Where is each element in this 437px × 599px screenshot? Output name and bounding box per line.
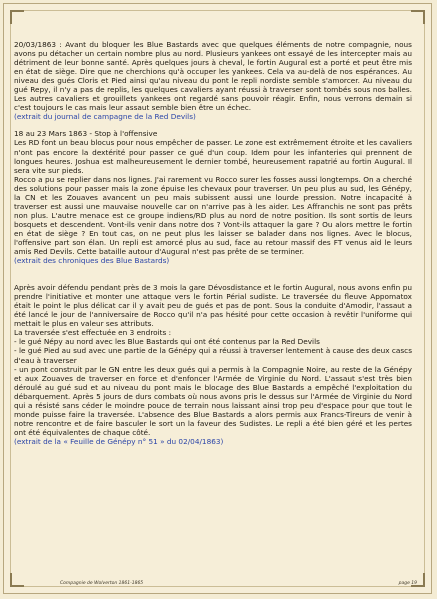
frame-corner-ornament [10, 10, 24, 24]
section-2-source-link[interactable]: (extrait des chroniques des Blue Bastards) [14, 256, 170, 266]
section-1-source-link[interactable]: (extrait du journal de campagne de la Red Devils) [14, 112, 196, 122]
frame-corner-ornament [10, 573, 24, 587]
section-3-text: Après avoir défendu pendant près de 3 mois la gare Dévosdistance et le fortin Augural, nous avons enfin pu prendre l'initiative et monter une attaque vers le fortin Périal sudiste. Le traversée du fleuve Appomatox était le point le plus délicat car il y avait peu de gués et pas de pont. Sous la conduite d'Amodir, l'assaut a été lancé le jour de l'anniversaire de Rocco qu'il n'a pas hésité pour cette occasion à revêtir l'uniforme qui mettait le plus en valeur ses attributs. La traversée s'est effectuée en 3 endroits : - le gué Népy au nord avec les Blue Bastards qui ont été contenus par la Red Devils - le gué Pied au sud avec une partie de la Génépy qui a réussi à traverser lentement à cause des deux cascs d'eau à traverser - un pont construit par le GN entre les deux gués qui a permis à la Compagnie Noire, au reste de la Génépy et aux Zouaves de traverser en force et d'enfoncer l'Armée de Virginie du Nord. L'assaut s'est très bien déroulé au gué sud et au niveau du pont mais le blocage des Blue Bastards a empêché l'exploitation du débarquement. Après 5 jours de durs combats où nous avons pris le dessus sur l'Armée de Virginie du Nord qui a résisté sans céder le moindre pouce de terrain nous laissant ainsi trop peu d'espace pour que tout le monde puisse faire la traversée. L'absence des Blue Bastards a alors permis aux Francs-Tireurs de venir à notre rencontre et de faire basculer le sort un la faveur des Sudistes. Le repli a été bien géré et les pertes ont été équivalentes de chaque côté. [14, 283, 412, 437]
section-1-text: 20/03/1863 : Avant du bloquer les Blue Bastards avec que quelques éléments de notre compagnie, nous avons pu détacher un certain nombre plus au nord. Plusieurs yankees ont essayé de les intercepter mais au détriment de leur bonne santé. Après quelques jours à cheval, le fortin Augural est a porté et peut être mis en état de siège. Dire que ne cherchions qu'à occuper les yankees. Cela va au-delà de nos espérances. Au niveau des gués Cloris et Pied ainsi qu'au niveau du pont le repli nordiste semble s'amorcer. Au niveau du gué Repy, il n'y a pas de replis, les quelques cavaliers ayant réussi à traverser sont tombés sous nos balles. Les autres cavaliers et grouillets yankees ont regardé sans pouvoir réagir. Enfin, nous verrons demain si c'est toujours le cas mais leur assaut semble bien être un échec. [14, 40, 412, 113]
section-2-text: 18 au 23 Mars 1863 - Stop à l'offensive Les RD font un beau blocus pour nous empêcher de passer. Le zone est extrêmement étroite et les cavaliers n'ont pas encore la dextérité pour passer ce gué d'un coup. Idem pour les infanteries qui prennent de longues heures. Joshua est malheureusement le dernier tombé, heureusement rapatrié au fortin Augural. Il sera vite sur pieds. Rocco a pu se replier dans nos lignes. J'ai rarement vu Rocco surer les fosses aussi longtemps. On a cherché des solutions pour passer mais la zone épuise les chevaux pour traverser. Un peu plus au sud, les Génépy, la CN et les Zouaves avancent un peu mais subissent aussi une lourde pression. Notre incapacité à traverser est aussi une mauvaise nouvelle car on n'arrive pas à les aider. Les Affranchis ne sont pas prêts non plus. L'autre menace est ce groupe indiens/RD plus au nord de notre position. Ils sont sortis de leurs bosquets et descendent. Vont-ils venir dans notre dos ? Vont-ils attaquer la gare ? Ou alors mettre le fortin en état de siège ? En tout cas, on ne peut plus les laisser se balader dans nos lignes. Avec le blocus, l'offensive part son élan. Un repli est amorcé plus au sud, face au retour massif des FT venus aid le leurs amis Red Devils. Cette bataille autour d'Augural n'est pas prête de se terminer. [14, 129, 412, 257]
document-body [14, 40, 412, 446]
footer-left-text: Compagnie de Wolverton 1861-1865 [60, 581, 144, 586]
frame-corner-ornament [411, 10, 425, 24]
footer-page-number: page 19 [398, 581, 417, 586]
section-3-source-link[interactable]: (extrait de la « Feuille de Génépy n° 51 » du 02/04/1863) [14, 436, 224, 446]
